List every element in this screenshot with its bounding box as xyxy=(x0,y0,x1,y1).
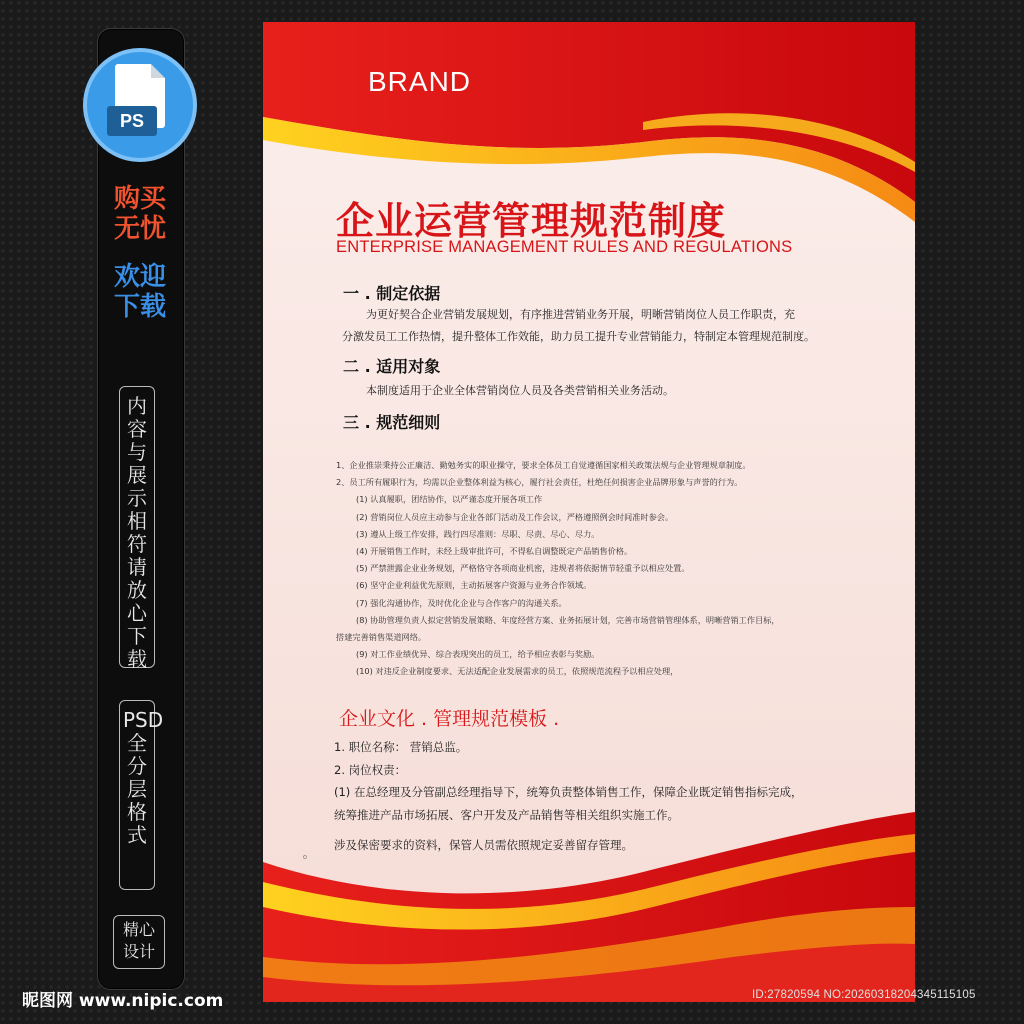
list-item: (5) 严禁泄露企业业务规划，严格恪守各项商业机密，违规者将依据情节轻重予以相应处置。 xyxy=(356,563,690,574)
content-match-notice: 内容与展示相符请放心下载 xyxy=(119,386,155,668)
welcome-download-text: 欢迎 下载 xyxy=(113,261,166,321)
confidential-note: 涉及保密要求的资料，保管人员需依照规定妥善留存管理。 xyxy=(334,838,633,852)
image-id-text: ID:27820594 NO:20260318204345115105 xyxy=(752,989,976,1001)
buy-worry-free-text: 购买 无忧 xyxy=(113,183,166,243)
list-item: (4) 开展销售工作时，未经上级审批许可，不得私自调整既定产品销售价格。 xyxy=(356,546,633,557)
section-heading-basis: 一 . 制定依据 xyxy=(343,284,441,303)
scope-paragraph: 本制度适用于企业全体营销岗位人员及各类营销相关业务活动。 xyxy=(366,384,674,397)
list-item: 1、企业推崇秉持公正廉洁、勤勉务实的职业操守，要求全体员工自觉遵循国家相关政策法规与企业管理规章制度。 xyxy=(336,460,751,470)
list-item: (3) 遵从上级工作安排，践行四尽准则：尽职、尽责、尽心、尽力。 xyxy=(356,528,600,539)
small-dot: o xyxy=(303,854,307,861)
list-item: (8) 协助管理负责人拟定营销发展策略、年度经营方案、业务拓展计划，完善市场营销管理体系，明晰营销工作目标， xyxy=(356,614,780,625)
culture-body: 1. 职位名称： 营销总监。 2. 岗位权责： (1) 在总经理及分管副总经理指导下，统筹负责整体销售工作，保障企业既定销售指标完成， 统筹推进产品市场拓展、客户开发及产品销售等相关组织实施工作。 xyxy=(334,740,803,822)
design-badge: 精心 设计 xyxy=(113,915,165,969)
list-item: (2) 营销岗位人员应主动参与企业各部门活动及工作会议，严格遵照例会时间准时参会。 xyxy=(356,511,674,522)
list-item: 2、员工所有履职行为，均需以企业整体利益为核心，履行社会责任，杜绝任何损害企业品牌形象与声誉的行为。 xyxy=(336,477,743,488)
section-heading-scope: 二 . 适用对象 xyxy=(343,357,441,376)
list-item: (10) 对违反企业制度要求、无法适配企业发展需求的员工，依照规范流程予以相应处理， xyxy=(356,666,679,677)
list-item: 搭建完善销售渠道网络。 xyxy=(336,632,427,643)
page-subtitle: ENTERPRISE MANAGEMENT RULES AND REGULATIONS xyxy=(336,238,793,256)
psd-layers-notice: PSD 全分层格式 xyxy=(119,700,155,890)
basis-paragraph-2: 分激发员工工作热情，提升整体工作效能，助力员工提升专业营销能力，特制定本管理规范制度。 xyxy=(342,330,815,343)
rules-list xyxy=(336,457,876,681)
list-item: (6) 坚守企业利益优先原则，主动拓展客户资源与业务合作领域。 xyxy=(356,580,592,591)
basis-paragraph: 为更好契合企业营销发展规划，有序推进营销业务开展，明晰营销岗位人员工作职责，充 xyxy=(366,308,795,321)
brand-logo-text: BRAND xyxy=(368,66,472,97)
section-heading-rules: 三 . 规范细则 xyxy=(343,413,441,432)
ps-file-icon xyxy=(83,48,197,162)
list-item: (9) 对工作业绩优异、综合表现突出的员工，给予相应表彰与奖励。 xyxy=(356,649,600,660)
page-title: 企业运营管理规范制度 xyxy=(336,199,727,243)
list-item: (1) 认真履职，团结协作，以严谨态度开展各项工作 xyxy=(356,494,543,505)
site-watermark: 昵图网 www.nipic.com xyxy=(22,991,224,1011)
poster xyxy=(263,22,915,1002)
culture-heading: 企业文化 . 管理规范模板 . xyxy=(339,708,560,730)
list-item: (7) 强化沟通协作，及时优化企业与合作客户的沟通关系。 xyxy=(356,597,567,608)
ps-label: PS xyxy=(107,106,157,136)
